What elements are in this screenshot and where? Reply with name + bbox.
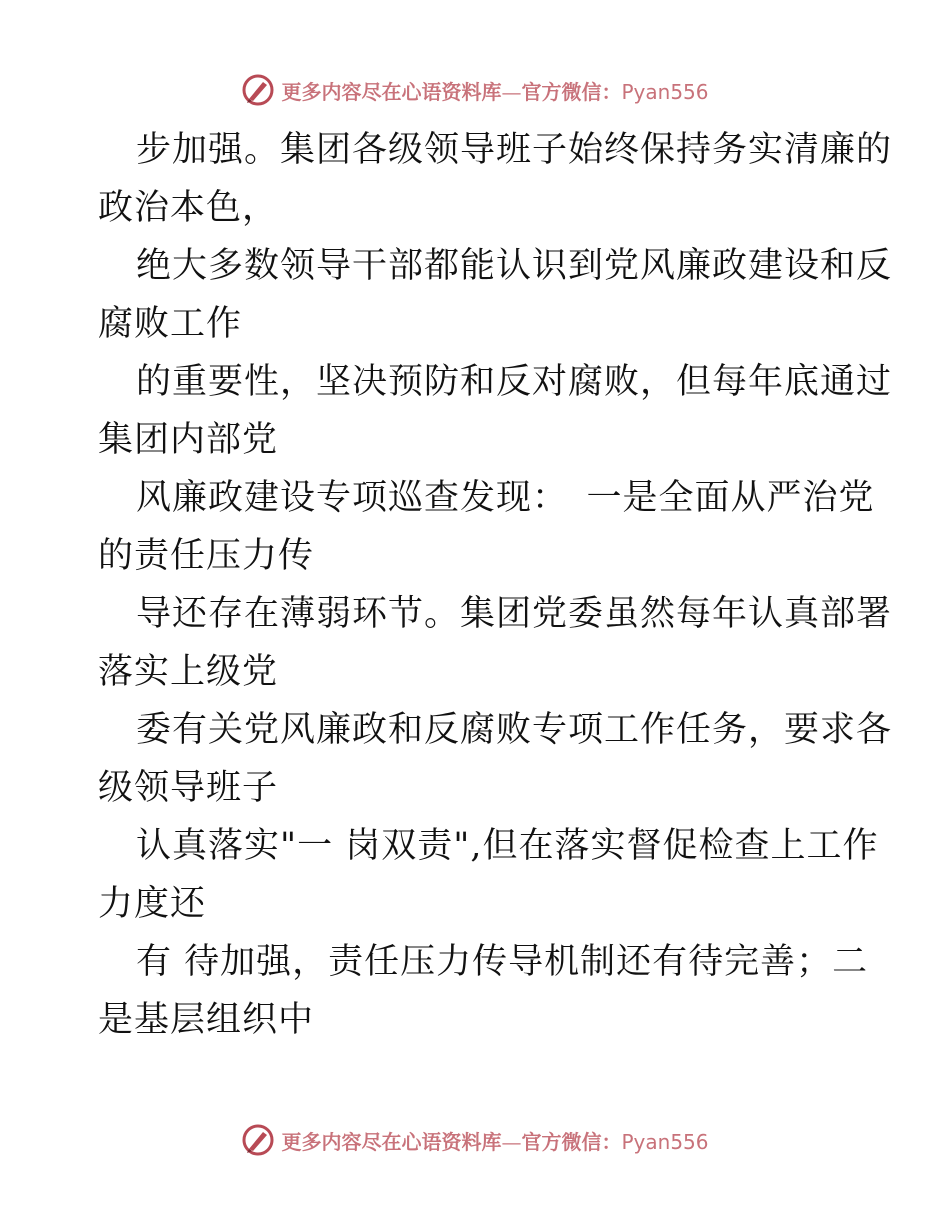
text-line: 认真落实"一 岗双责",但在落实督促检查上工作 — [136, 826, 879, 866]
text-line: 的重要性，坚决预防和反对腐败，但每年底通过 — [136, 362, 893, 402]
header-watermark — [0, 72, 950, 108]
text-line: 的责任压力传 — [98, 536, 315, 576]
text-line: 力度还 — [98, 884, 207, 924]
text-line: 绝大多数领导干部都能认识到党风廉政建设和反 — [136, 246, 893, 286]
text-line: 政治本色， — [98, 188, 279, 228]
text-line: 风廉政建设专项巡查发现： 一是全面从严治党 — [136, 478, 875, 518]
text-line: 有 待加强，责任压力传导机制还有待完善；二 — [136, 942, 869, 982]
pen-circle-logo-icon — [241, 1123, 275, 1157]
text-line: 集团内部党 — [98, 420, 279, 460]
document-body — [98, 121, 893, 1049]
text-line: 是基层组织中 — [98, 1000, 315, 1040]
text-line: 导还存在薄弱环节。集团党委虽然每年认真部署 — [136, 594, 893, 634]
watermark-text: 更多内容尽在心语资料库—官方微信：Pyan556 — [281, 1129, 709, 1154]
text-line: 落实上级党 — [98, 652, 279, 692]
pen-circle-logo-icon — [241, 73, 275, 107]
footer-watermark — [0, 1122, 950, 1158]
text-line: 腐败工作 — [98, 304, 243, 344]
text-line: 委有关党风廉政和反腐败专项工作任务，要求各 — [136, 710, 893, 750]
text-line: 级领导班子 — [98, 768, 279, 808]
watermark-text: 更多内容尽在心语资料库—官方微信：Pyan556 — [281, 79, 709, 104]
text-line: 步加强。集团各级领导班子始终保持务实清廉的 — [136, 130, 893, 170]
